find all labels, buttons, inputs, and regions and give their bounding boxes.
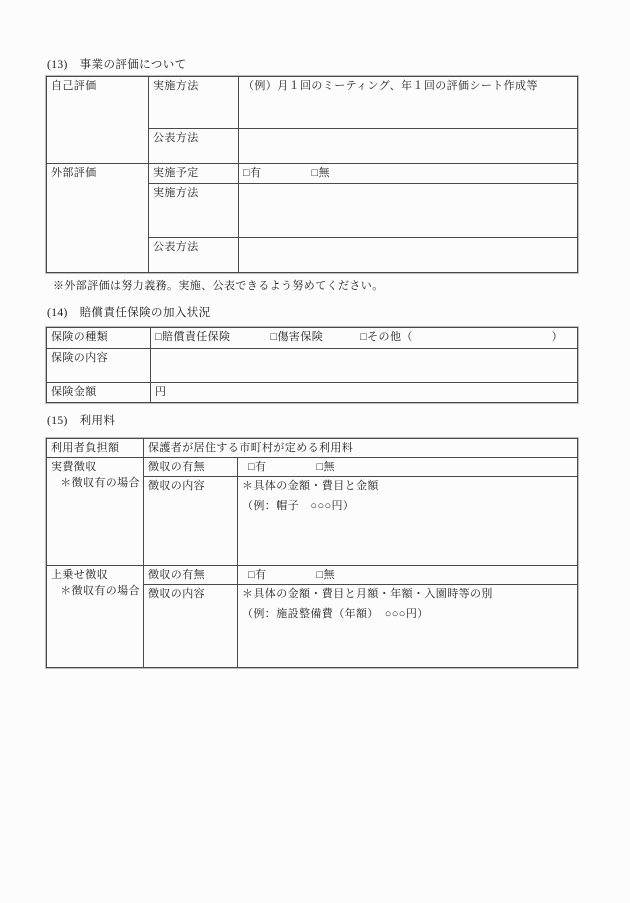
close-paren: ） xyxy=(551,331,563,343)
checkbox-label: 有 xyxy=(255,569,267,581)
section-15-title: (15) 利用料 xyxy=(47,415,116,427)
self-evaluation-label: 自己評価 xyxy=(47,77,149,164)
checkbox-icon: □ xyxy=(316,569,324,581)
checkbox-icon: □ xyxy=(316,461,324,473)
checkbox-injury-insurance[interactable] xyxy=(270,330,323,345)
external-plan-options xyxy=(239,164,578,184)
external-method-label: 実施方法 xyxy=(149,184,239,238)
self-publish-label: 公表方法 xyxy=(149,129,239,164)
evaluation-table xyxy=(46,76,578,273)
checkbox-icon: □ xyxy=(243,167,251,179)
user-burden-value: 保護者が居住する市町村が定める利用料 xyxy=(144,439,578,458)
checkbox-external-plan-no[interactable] xyxy=(311,166,329,181)
checkbox-label: 無 xyxy=(323,461,335,473)
checkbox-icon: □ xyxy=(360,331,368,343)
checkbox-liability-insurance[interactable] xyxy=(155,330,230,345)
actual-cost-label xyxy=(47,458,144,566)
user-burden-label: 利用者負担額 xyxy=(47,439,144,458)
open-paren: （ xyxy=(401,331,413,343)
checkbox-icon: □ xyxy=(248,461,256,473)
checkbox-addon-cost-no[interactable] xyxy=(316,568,334,583)
method-example-text: （例）月１回のミーティング、年１回の評価シート作成等 xyxy=(243,80,538,92)
insurance-amount-label: 保険金額 xyxy=(47,383,151,403)
external-publish-input[interactable] xyxy=(239,238,578,273)
external-evaluation-label: 外部評価 xyxy=(47,164,149,273)
self-publish-input[interactable] xyxy=(239,129,578,164)
self-method-label: 実施方法 xyxy=(149,77,239,129)
actual-cost-detail-line2: （例：帽子 ○○○円） xyxy=(242,500,355,512)
checkbox-label: 無 xyxy=(323,569,335,581)
checkbox-label: 有 xyxy=(250,167,262,179)
checkbox-icon: □ xyxy=(270,331,278,343)
section-13-title: (13) 事業の評価について xyxy=(47,59,187,71)
insurance-content-label: 保険の内容 xyxy=(47,349,151,383)
if-collected-note: ＊徴収有の場合 xyxy=(60,585,140,597)
external-plan-label: 実施予定 xyxy=(149,164,239,184)
external-publish-label: 公表方法 xyxy=(149,238,239,273)
checkbox-external-plan-yes[interactable] xyxy=(243,166,261,181)
external-method-input[interactable] xyxy=(239,184,578,238)
insurance-content-input[interactable] xyxy=(151,349,578,383)
section-14-title: (14) 賠償責任保険の加入状況 xyxy=(47,307,211,319)
addon-cost-state-label: 徴収の有無 xyxy=(144,566,238,585)
actual-cost-state-label: 徴収の有無 xyxy=(144,458,238,477)
checkbox-icon: □ xyxy=(248,569,256,581)
checkbox-actual-cost-yes[interactable] xyxy=(248,460,266,475)
actual-cost-detail-line1: ＊具体の金額・費目と金額 xyxy=(242,480,379,492)
addon-cost-detail-line2: （例：施設整備費（年額） ○○○円） xyxy=(242,608,429,620)
checkbox-label: 有 xyxy=(255,461,267,473)
checkbox-icon: □ xyxy=(311,167,319,179)
addon-cost-detail-input[interactable] xyxy=(238,585,578,668)
if-collected-note: ＊徴収有の場合 xyxy=(60,477,140,489)
checkbox-label: 傷害保険 xyxy=(277,331,324,343)
addon-cost-title: 上乗せ徴収 xyxy=(51,569,108,581)
insurance-table xyxy=(46,327,578,403)
checkbox-other-insurance[interactable] xyxy=(360,330,401,345)
insurance-type-options xyxy=(151,328,578,349)
checkbox-actual-cost-no[interactable] xyxy=(316,460,334,475)
actual-cost-state-options xyxy=(238,458,578,477)
actual-cost-detail-label: 徴収の内容 xyxy=(144,477,238,566)
external-evaluation-note: ※外部評価は努力義務。実施、公表できるよう努めてください。 xyxy=(53,280,384,292)
checkbox-label: 無 xyxy=(318,167,330,179)
checkbox-icon: □ xyxy=(155,331,163,343)
checkbox-label: その他 xyxy=(367,331,402,343)
addon-cost-detail-line1: ＊具体の金額・費目と月額・年額・入園時等の別 xyxy=(242,588,493,600)
insurance-amount-input[interactable] xyxy=(151,383,578,403)
self-method-input[interactable] xyxy=(239,77,578,129)
actual-cost-title: 実費徴収 xyxy=(51,461,97,473)
actual-cost-detail-input[interactable] xyxy=(238,477,578,566)
addon-cost-state-options xyxy=(238,566,578,585)
yen-unit: 円 xyxy=(155,386,167,398)
checkbox-label: 賠償責任保険 xyxy=(162,331,231,343)
addon-cost-label xyxy=(47,566,144,668)
insurance-type-label: 保険の種類 xyxy=(47,328,151,349)
addon-cost-detail-label: 徴収の内容 xyxy=(144,585,238,668)
checkbox-addon-cost-yes[interactable] xyxy=(248,568,266,583)
fee-table xyxy=(46,438,578,668)
